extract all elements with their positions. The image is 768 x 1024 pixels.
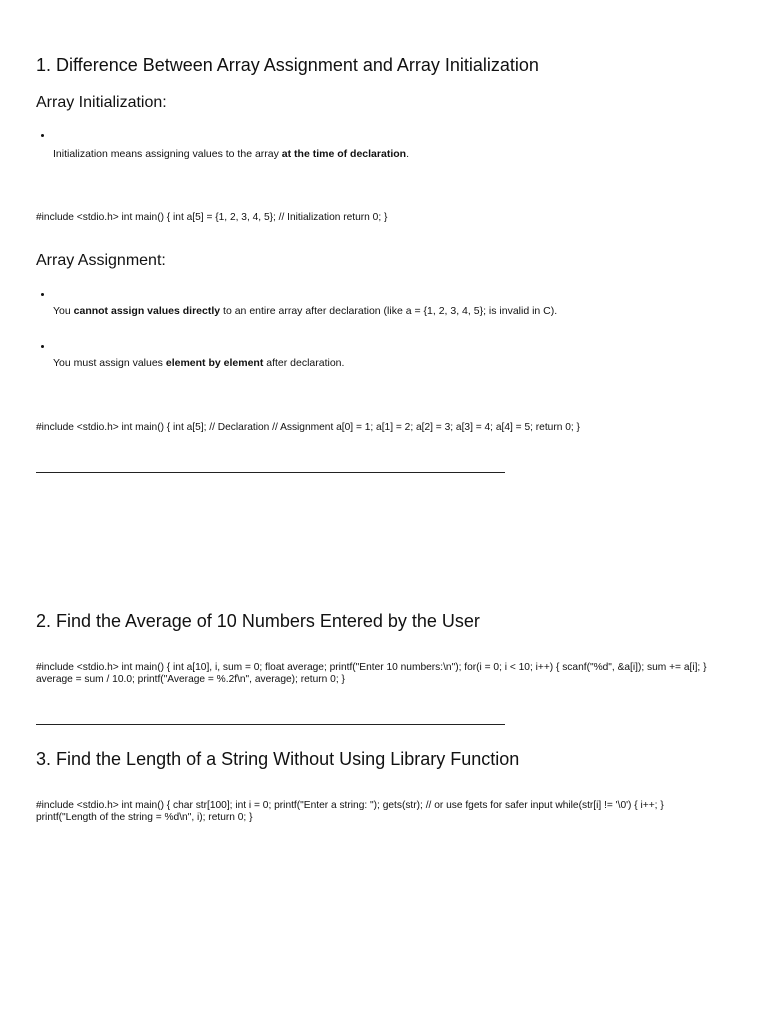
bullet-dot xyxy=(41,293,44,296)
bullet-dot xyxy=(41,134,44,137)
assign-bullet-1-text xyxy=(53,305,557,318)
section-divider xyxy=(36,724,505,725)
string-length-code-block: #include <stdio.h> int main() { char str[100]; int i = 0; printf("Enter a string: "); gets(str); // or use fgets for safer input while(str[i] != '\0') { i++; } printf("Length of the string = %d\n", i); return 0; } xyxy=(36,800,664,823)
average-code-block: #include <stdio.h> int main() { int a[10], i, sum = 0; float average; printf("Enter 10 numbers:\n"); for(i = 0; i < 10; i++) { scanf("%d", &a[i]); sum += a[i]; } average = sum / 10.0; printf("Average = %.2f\n", average); return 0; } xyxy=(36,662,707,685)
init-bullet-text xyxy=(53,148,409,161)
assign-bullet-1-bold: cannot assign values directly xyxy=(73,305,221,317)
bullet-dot xyxy=(41,345,44,348)
init-bullet-post: . xyxy=(406,148,409,160)
assign-bullet-1-post: to an entire array after declaration (like a = {1, 2, 3, 4, 5}; is invalid in C). xyxy=(220,305,558,317)
init-bullet-pre: Initialization means assigning values to the array xyxy=(53,148,282,160)
section-divider xyxy=(36,472,505,473)
assign-bullet-1-pre: You xyxy=(53,305,74,317)
section-1-title: 1. Difference Between Array Assignment and Array Initialization xyxy=(36,55,539,75)
array-assignment-heading: Array Assignment: xyxy=(36,252,166,269)
assign-code-block: #include <stdio.h> int main() { int a[5]; // Declaration // Assignment a[0] = 1; a[1] = 2; a[2] = 3; a[3] = 4; a[4] = 5; return 0; } xyxy=(36,422,580,433)
assign-bullet-2-text xyxy=(53,357,344,370)
section-3-title: 3. Find the Length of a String Without Using Library Function xyxy=(36,749,520,769)
section-2-title: 2. Find the Average of 10 Numbers Entered by the User xyxy=(36,611,480,631)
assign-bullet-2-post: after declaration. xyxy=(263,357,345,369)
assign-bullet-2-bold: element by element xyxy=(165,357,264,369)
init-bullet-bold: at the time of declaration xyxy=(281,148,407,160)
assign-bullet-2-pre: You must assign values xyxy=(53,357,166,369)
array-initialization-heading: Array Initialization: xyxy=(36,94,167,111)
init-code-block: #include <stdio.h> int main() { int a[5] = {1, 2, 3, 4, 5}; // Initialization return 0; } xyxy=(36,212,388,223)
